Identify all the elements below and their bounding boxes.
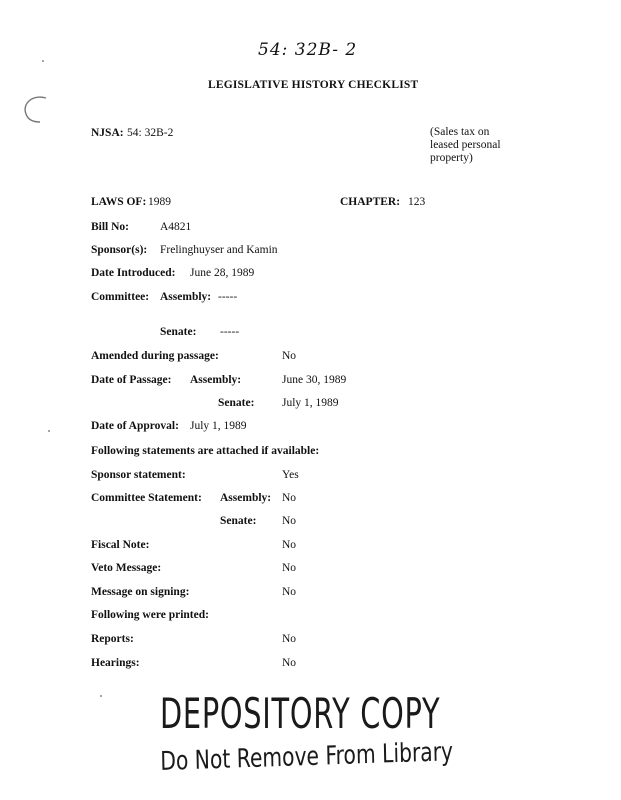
document-title: LEGISLATIVE HISTORY CHECKLIST [208,79,419,91]
amended-value: No [282,350,297,362]
committee-assembly-value: ----- [218,291,238,303]
sponsor-statement-label: Sponsor statement: [91,469,186,481]
committee-statement-label: Committee Statement: [91,492,202,504]
date-of-approval-label: Date of Approval: [91,420,179,432]
passage-senate-value: July 1, 1989 [282,397,339,409]
laws-of-label: LAWS OF: [91,196,147,208]
njsa-label: NJSA: [91,127,124,139]
committee-statement-assembly-value: No [282,492,297,504]
message-on-signing-value: No [282,586,297,598]
veto-message-label: Veto Message: [91,562,162,574]
following-attached-heading: Following statements are attached if available: [91,445,320,457]
scan-speck [100,695,102,697]
subject-note-line: (Sales tax on [430,126,490,138]
reports-label: Reports: [91,633,134,645]
committee-senate-label: Senate: [160,326,197,338]
sponsor-statement-value: Yes [282,469,299,481]
reports-value: No [282,633,297,645]
committee-statement-senate-value: No [282,515,297,527]
chapter-value: 123 [408,196,426,208]
handwritten-citation: 54: 32B- 2 [258,40,358,60]
depository-copy-stamp: DEPOSITORY COPY [160,690,441,739]
committee-statement-assembly-label: Assembly: [220,492,272,504]
scan-speck [48,430,50,432]
passage-assembly-label: Assembly: [190,374,242,386]
bill-no-value: A4821 [160,221,192,233]
date-of-approval-value: July 1, 1989 [190,420,247,432]
date-of-passage-label: Date of Passage: [91,374,172,386]
fiscal-note-label: Fiscal Note: [91,539,150,551]
subject-note-line: leased personal [430,139,501,151]
message-on-signing-label: Message on signing: [91,586,190,598]
date-introduced-value: June 28, 1989 [190,267,255,279]
chapter-label: CHAPTER: [340,196,401,208]
committee-senate-value: ----- [220,326,240,338]
do-not-remove-stamp: Do Not Remove From Library [160,737,454,777]
sponsors-value: Frelinghuyser and Kamin [160,244,278,256]
following-printed-heading: Following were printed: [91,609,209,621]
hearings-label: Hearings: [91,657,140,669]
laws-of-value: 1989 [148,196,171,208]
subject-note [430,126,501,165]
passage-senate-label: Senate: [218,397,255,409]
bill-no-label: Bill No: [91,221,130,233]
subject-note-line: property) [430,152,473,164]
fiscal-note-value: No [282,539,297,551]
veto-message-value: No [282,562,297,574]
njsa-value: 54: 32B-2 [127,127,174,139]
committee-assembly-label: Assembly: [160,291,212,303]
committee-statement-senate-label: Senate: [220,515,257,527]
committee-label: Committee: [91,291,150,303]
sponsors-label: Sponsor(s): [91,244,148,256]
binder-hole-mark [18,92,52,126]
date-introduced-label: Date Introduced: [91,267,176,279]
hearings-value: No [282,657,297,669]
scan-speck [42,60,44,62]
passage-assembly-value: June 30, 1989 [282,374,347,386]
amended-label: Amended during passage: [91,350,219,362]
